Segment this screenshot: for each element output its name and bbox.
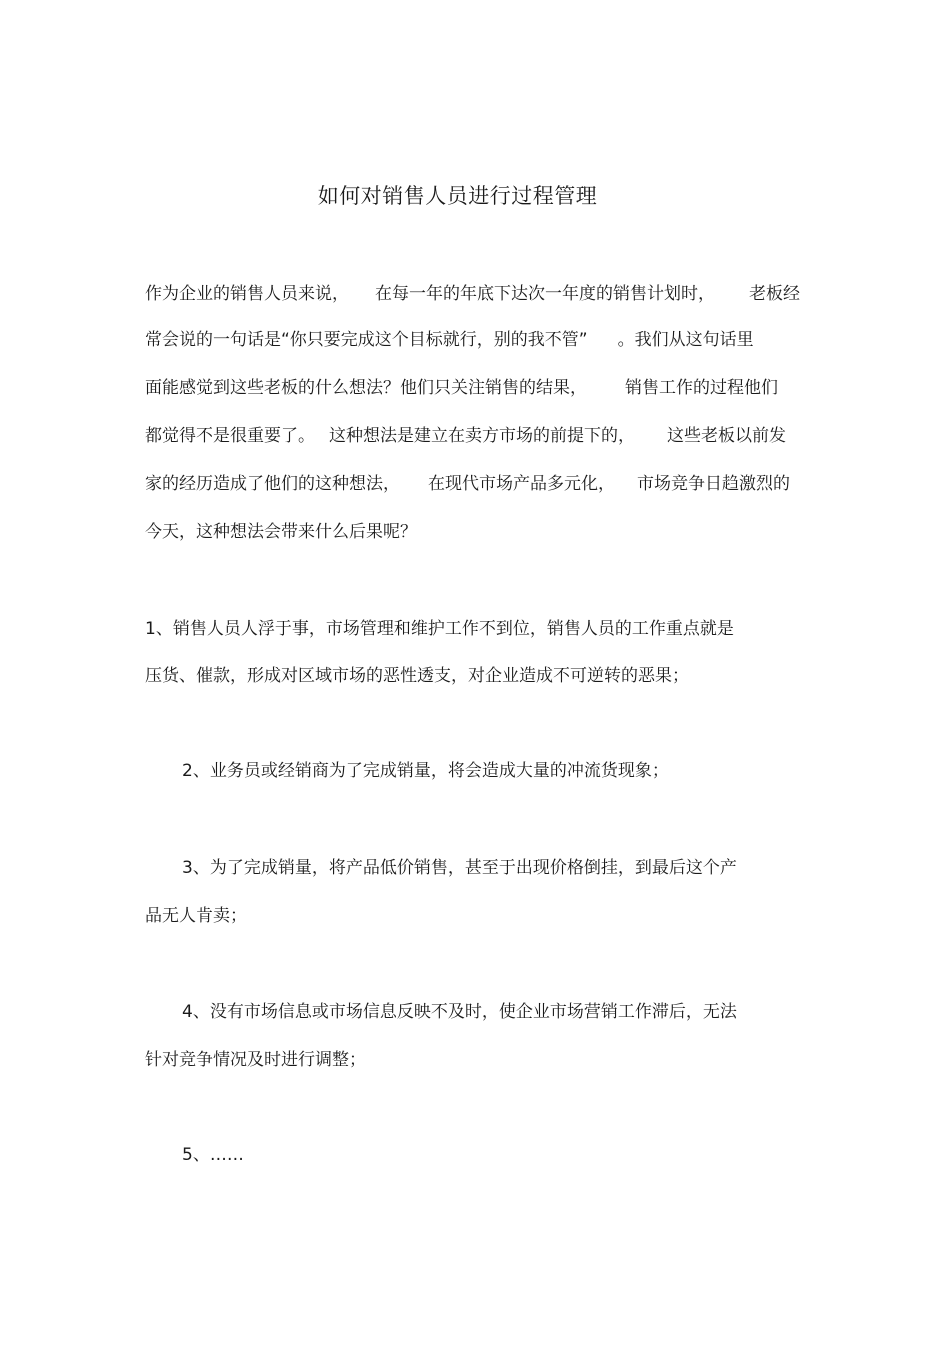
list-item-1-line-2: 压货、催款，形成对区域市场的恶性透支，对企业造成不可逆转的恶果； (145, 666, 689, 686)
intro-line-3 (145, 376, 778, 400)
list-item-3-line-2: 品无人肯卖； (145, 906, 247, 926)
intro-line-1-part-c: 老板经 (749, 284, 800, 304)
list-item-1-line-1: 1、销售人员人浮于事，市场管理和维护工作不到位，销售人员的工作重点就是 (145, 619, 734, 639)
intro-line-5-part-b: 在现代市场产品多元化， (428, 474, 615, 494)
intro-line-1 (145, 282, 800, 306)
intro-line-4-part-c: 这些老板以前发 (667, 426, 786, 446)
list-item-3-line-1: 3、为了完成销量，将产品低价销售，甚至于出现价格倒挂，到最后这个产 (182, 858, 737, 878)
intro-line-2-part-a: 常会说的一句话是“你只要完成这个目标就行，别的我不管” (145, 330, 588, 350)
list-item-4-line-2: 针对竞争情况及时进行调整； (145, 1050, 366, 1070)
intro-line-2 (145, 328, 754, 352)
intro-line-2-part-b: 。我们从这句话里 (617, 330, 754, 350)
intro-line-4 (145, 424, 786, 448)
intro-line-1-part-b: 在每一年的年底下达次一年度的销售计划时， (375, 284, 715, 304)
list-item-4-line-1: 4、没有市场信息或市场信息反映不及时，使企业市场营销工作滞后，无法 (182, 1002, 737, 1022)
document-title: 如何对销售人员进行过程管理 (317, 184, 598, 208)
intro-line-5-part-a: 家的经历造成了他们的这种想法， (145, 474, 400, 494)
intro-line-4-part-a: 都觉得不是很重要了。 (145, 426, 315, 446)
intro-line-5 (145, 472, 790, 496)
intro-line-3-part-b: 销售工作的过程他们 (625, 378, 778, 398)
intro-line-6: 今天，这种想法会带来什么后果呢？ (145, 522, 417, 542)
intro-line-3-part-a: 面能感觉到这些老板的什么想法？他们只关注销售的结果， (145, 378, 587, 398)
list-item-2-line-1: 2、业务员或经销商为了完成销量，将会造成大量的冲流货现象； (182, 761, 669, 781)
intro-line-1-part-a: 作为企业的销售人员来说， (145, 284, 349, 304)
intro-line-5-part-c: 市场竞争日趋激烈的 (637, 474, 790, 494)
list-item-5-line-1: 5、…… (182, 1145, 244, 1165)
intro-line-4-part-b: 这种想法是建立在卖方市场的前提下的， (329, 426, 635, 446)
